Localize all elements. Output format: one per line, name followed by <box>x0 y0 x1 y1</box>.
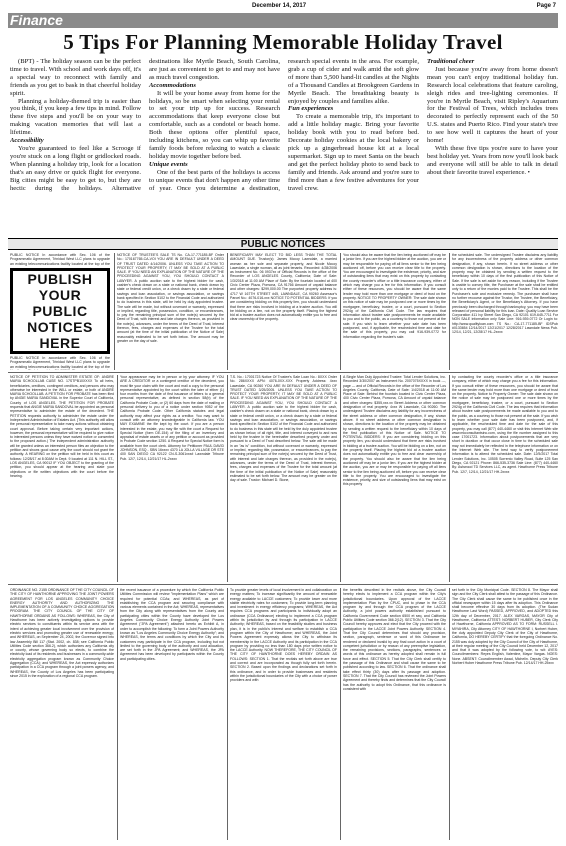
legal-notice: BENEFICIARY MAY ELECT TO BID LESS THAN THE TOTAL AMOUNT DUE. Trustor(s): James Mccoy Lawndale, a married woman as her sole and separate property, and Nicole Mccoy Lawndale, a single woman, all as joint tenants. Recorded: 4/28/2006 as Instrument No. 06 0937xx of Official Records in the office of the Recorder of LOS ANGELES County, California; Date of Sale: 1/3/2018 at 11:00 AM Place of Sale: By the fountain located at 400 Civic Center Plaza, Pomona, CA 91766 Amount of unpaid balance and other charges: $299,000.00 The purported property address is: 4717 W 167TH STREET #45, LAWNDALE, CA 90260 Assessor's Parcel No.: 4076-016-xxx NOTICE TO POTENTIAL BIDDERS: If you are considering bidding on this property lien, you should understand that there are risks involved in bidding at a trustee auction. You will be bidding on a lien, not on the property itself. Placing the highest bid at a trustee auction does not automatically entitle you to free and clear ownership of the property. <box>230 253 337 322</box>
article-headline: 5 Tips For Planning Memorable Holiday Travel <box>63 30 503 54</box>
publish-notices-ad-text: PUBLISH YOUR PUBLIC NOTICES HERE <box>27 271 93 351</box>
column-divider <box>449 253 450 370</box>
article-paragraph: It will be your home away from home for the holidays, so be smart when selecting your rental to set your trip up for success. Research accommodations that keep everyone close but comfortable, such as a condotel or beach home. Both these options offer plentiful space, including kitchens, so you can whip up favorite family foods before relaxing to watch a classic holiday movie together before bed. <box>149 89 280 160</box>
legal-notice: the scheduled sale. The undersigned Trustee disclaims any liability for any incorrectness of the property address or other common designation, if any, shown herein. If no street address or other common designation is shown, directions to the location of the property may be obtained by sending a written request to the beneficiary within 10 days of the first publication of this Notice of Sale. If the sale is set aside for any reason, including if the Trustee is unable to convey title, the Purchaser at the sale shall be entitled only to a return of the monies paid to the Trustee. This shall be the Purchaser's sole and exclusive remedy. The purchaser shall have no further recourse against the Trustor, the Trustee, the Beneficiary, the Beneficiary's Agent, or the Beneficiary's Attorney. If you have previously been discharged through bankruptcy, you may have been released of personal liability for this loan. Date: Quality Loan Service Corporation 411 Ivy Street San Diego, CA 92101 619-645-7711 For NON SALE information only Sale Line: 916-939-0772 Or Login to: http://www.qualityloan.com TS No.: CA-17-771185-BF IDSPub #0133654 12/14/2017 12/21/2017 12/28/2017 Lawndale News Pub. 12/14, 12/21, 12/28/17 HL-2xxxx <box>452 253 558 335</box>
legal-notice: the benefits described in the recitals above, the City Council hereby elects to implement a CCA program within the City's jurisdictional boundaries. Upon approval of the LACCE Implementation Plan by the CPUC, and to phase in the CCA program by and through the CCA program of the LACCE Authority, a joint powers authority established pursuant to California Government Code section 6500 et seq. and California Public Utilities Code section 366.2(12). SECTION 3. That the City Council hereby approves and elect that the City proceed with the participation in the LACCE Joint Powers Authority. SECTION 4. That the City Council determines that should any provision, section, paragraph, sentence or word of this Ordinance be rendered or declared invalid by any final court action in a court of competent jurisdiction or by reason of any preemptive legislation, the remaining provisions, sections, paragraphs, sentences or words of this ordinance as hereby adopted shall remain in full force and effect. SECTION 5. That the City Clerk shall certify to the passage of this Ordinance and shall cause the same to be published according to law. SECTION 6. That the ordinance shall take effect thirty (30) days after its passage and adoption. SECTION 7. That the City Council has reviewed the Joint Powers Agreement and thereby finds and determines that the City Council has the authority to adopt this Ordinance, that this ordinance is consistent with <box>343 588 446 691</box>
article-paragraph: With these five tips you're sure to have your best holiday yet. Years from now you'll look back and everyone will still be able to talk in detail about their favorite travel experience. • <box>427 144 558 176</box>
article-paragraph: One of the best parts of the holidays is access to unique events that don't happen any other time of year. Once you determine a destination, research special events in the area. For example, grab a cup of cider and walk amid the soft glow of more than 5,500 hand-lit candles at the Nights of a Thousand Candles at Brookgreen Gardens in Myrtle Beach. The breathtaking beauty is enjoyed by couples and families alike. <box>149 58 419 192</box>
column-divider <box>227 588 228 840</box>
legal-notice: A Single Man Duly Appointed Trustee: Total Lender Solutions, Inc. Recorded 3/30/2007 as Instrument No. 2007075XXXX in book ---, page --- and of Official Records in the office of the Recorder of Los Angeles County, California, Date of Sale: 1/4/2018 at 11:00 AM Place of Sale: Behind the fountain located in Civic Center Plaza, 400 Civic Center Plaza, Pomona, CA Amount of unpaid balance and other charges: $355,xxx.xx Street Address or other common designation of real property: 4xxx W Lawndale, CA 90260. The undersigned Trustee disclaims any liability for any incorrectness of the street address or other common designation, if any, shown above. If no street address or other common designation is shown, directions to the location of the property may be obtained by sending a written request to the beneficiary within 10 days of the first publication of this Notice of Sale. NOTICE TO POTENTIAL BIDDERS: If you are considering bidding on this property lien, you should understand that there are risks involved in bidding at a trustee auction. You will be bidding on a lien, not on the property itself. Placing the highest bid at a trustee auction does not automatically entitle you to free and clear ownership of the property. You should also be aware that the lien being auctioned off may be a junior lien. If you are the highest bidder at the auction, you are or may be responsible for paying off all liens senior to the lien being auctioned off, before you can receive clear title to the property. You are encouraged to investigate the existence, priority, and size of outstanding liens that may exist on this property <box>343 375 446 487</box>
column-divider <box>340 253 341 370</box>
column-divider <box>340 588 341 840</box>
section-bar <box>8 13 558 28</box>
legal-notice: PUBLIC NOTICE In accordance with Sec. 106 of the Programmatic Agreement, Trinidad West LLC plans to upgrade an existing telecommunications facility located at the top of the <box>10 253 110 266</box>
issue-date: December 14, 2017 <box>252 3 307 9</box>
legal-notice: T.S. No.: 17001723 Notice Of Trustee's Sale Loan No.: 8XXX Order No. 286XXXX APN: 4076-0XX-XXX Property Address: 4xxx Lawndale, CA 90260 YOU ARE IN DEFAULT UNDER A DEED OF TRUST DATED 3/25/2005. UNLESS YOU TAKE ACTION TO PROTECT YOUR PROPERTY, IT MAY BE SOLD AT A PUBLIC SALE. IF YOU NEED AN EXPLANATION OF THE NATURE OF THE PROCEEDING AGAINST YOU, YOU SHOULD CONTACT A LAWYER. A public auction sale to the highest bidder for cash, cashier's check drawn on a state or national bank, check drawn by a state or federal credit union, or a check drawn by a state or federal savings and loan association, or savings association, or savings bank specified in Section 5102 of the Financial Code and authorized to do business in this state will be held by the duly appointed trustee as shown below, of all right, title, and interest conveyed to and now held by the trustee in the hereinafter described property under and pursuant to a Deed of Trust described below. The sale will be made in an "as is" condition, but without covenant or warranty, expressed or implied, regarding title, possession, or encumbrances, to pay the remaining principal sum of the note(s) secured by the Deed of Trust, with interest and late charges thereon, as provided in the note(s), advances, under the terms of the Deed of Trust, interest thereon, fees, charges and expenses of the Trustee for the total amount (at the time of the initial publication of the Notice of Sale) reasonably estimated to be set forth below. The amount may be greater on the day of sale. Trustor: Michael D. Stone, <box>230 375 337 483</box>
legal-notice: You should also be aware that the lien being auctioned off may be a junior lien. If you are the highest bidder at the auction, you are or may be responsible for paying off all liens senior to the lien being auctioned off, before you can receive clear title to the property. You are encouraged to investigate the existence, priority, and size of outstanding liens that may exist on this property by contacting the county recorder's office or a title insurance company, either of which may charge you a fee for this information. If you consult either of these resources, you should be aware that the same lender may hold more than one mortgage or deed of trust on the property. NOTICE TO PROPERTY OWNER: The sale date shown on this notice of sale may be postponed one or more times by the mortgagee, beneficiary, trustee, or a court, pursuant to Section 2924g of the California Civil Code. The law requires that information about trustee sale postponements be made available to you and to the public, as a courtesy to those not present at the sale. If you wish to learn whether your sale date has been postponed, and, if applicable, the rescheduled time and date for the sale of this property, you may call 916-939-0772 for information regarding the trustee's sale. <box>343 253 446 339</box>
article-subhead: Accessibility <box>10 137 44 145</box>
legal-notice: To provide greater levels of local involvement in and collaboration on energy matters; To increase significantly the amount of renewable energy available to LACCE customers; To provide lower and more stable electricity rates for customers; To provide long-term planning and investment in energy efficiency programs; WHEREAS, the Act requires CCA programs and participants to individually adopt an ordinance (CCA Ordinance) electing to implement a CCA program within its jurisdiction by and through its participation in LACCE Authority; WHEREAS, based on the feasibility studies and business plan, it is in the public's interest and welfare to establish a CCA program within the City of Hawthorne; and WHEREAS, the Joint Powers Agreement expressly allows the City to withdraw its membership in the LACCE Authority and its participation in the CCA program by providing no less than 180 days prior written notice to the LACCE Authority. NOW THEREFORE, THE CITY COUNCIL OF THE CITY OF HAWTHORNE DOES HEREBY ORDAIN AS FOLLOWS: SECTION 1. That the recitals set forth above are true and correct and are incorporated as though fully set forth herein. SECTION 2. Based upon the findings and declarations set forth in this ordinance, and in order to provide businesses and residents within the jurisdictional boundaries of the City with a choice of power providers and with <box>230 588 337 683</box>
legal-notice: PUBLIC NOTICE In accordance with Sec. 106 of the Programmatic Agreement, Trinidad West LLC plans to upgrade an existing telecommunications facility located at the top of the <box>10 356 110 369</box>
column-divider <box>449 588 450 840</box>
public-notices-title: PUBLIC NOTICES <box>240 239 326 250</box>
article-subhead: Traditional cheer <box>427 58 475 65</box>
row-divider <box>8 372 558 373</box>
page-number: Page 7 <box>536 3 556 9</box>
article-paragraph: Planning a holiday-themed trip is easier than you think, if you keep a few tips in mind. Follow these five steps and you'll be on your way to making vacation memories that will last a lifetime. <box>10 97 141 137</box>
section-label: Finance <box>10 12 63 28</box>
column-divider <box>449 375 450 582</box>
column-divider <box>227 375 228 582</box>
article-subhead: Unique events <box>149 160 188 168</box>
legal-notice: NOTICE OF TRUSTEE'S SALE TS No. CA-17-771185-BF Order No.: 170167765-CA-VOI YOU ARE IN DEFAULT UNDER A DEED OF TRUST DATED 4/14/2006. UNLESS YOU TAKE ACTION TO PROTECT YOUR PROPERTY, IT MAY BE SOLD AT A PUBLIC SALE. IF YOU NEED AN EXPLANATION OF THE NATURE OF THE PROCEEDING AGAINST YOU, YOU SHOULD CONTACT A LAWYER. A public auction sale to the highest bidder for cash, cashier's check drawn on a state or national bank, check drawn by state or federal credit union, or a check drawn by a state or federal savings and loan association, or savings association, or savings bank specified in Section 5102 to the Financial Code and authorized to do business in this state, will be held by duly appointed trustee. The sale will be made, but without covenant or warranty, expressed or implied, regarding title, possession, condition, or encumbrances, to pay the remaining principal sum of the note(s) secured by the Deed of Trust, with interest and late charges thereon, as provided in the note(s), advances, under the terms of the Deed of Trust, interest thereon, fees, charges and expenses of the Trustee for the total amount (at the time of the initial publication of the Notice of Sale) reasonably estimated to be set forth below. The amount may be greater on the day of sale. <box>117 253 224 343</box>
row-divider <box>8 584 558 585</box>
article-subhead: Fun experiences <box>288 105 334 113</box>
article-paragraph: (BPT) - The holiday season can be the perfect time to travel. With school and work days off, it's a special way to reconnect with family and friends as you get to bask in that cheerful holiday spirit. <box>10 58 141 97</box>
legal-notice: by contacting the county recorder's office or a title insurance company, either of which may charge you a fee for this information. If you consult either of these resources, you should be aware that the same lender may hold more than one mortgage or deed of trust on the property. Notice to Property Owner: The sale date shown on the notice of sale may be postponed one or more times by the mortgagee, beneficiary, trustee, or a court, pursuant to Section 2924g of the California Civil Code. The law requires that information about trustee sale postponements be made available to you and to the public, as a courtesy to those not present at the sale. If you wish to learn whether your sale date has been postponed, and, if applicable, the rescheduled time and date for the sale of this property, you may call (877) 440-4460 or visit this Internet Web site www.mkconsultantsinc.com, using the file number assigned to this case 17001723. Information about postponements that are very short in duration or that occur close in time to the scheduled sale may not immediately be reflected in the telephone information or on the Internet Web site. The best way to verify postponement information is to attend the scheduled sale. Date: 12/5/2017 Total Lender Solutions, Inc. 10505 Sorrento Valley Road, Suite 125 San Diego, CA 92121 Phone: 866-535-3736 Sale Line: (877) 440-4460 By: Ashwood TD Services LLC, as agent. Hawthorne Press Tribune Pub. 12/7, 12/14, 12/21/17 HH-2xxxx <box>452 375 558 474</box>
legal-notice: Your appearance may be in person or by your attorney. IF YOU ARE A CREDITOR or a contingent creditor of the decedent, you must file your claim with the court and mail a copy to the personal representative appointed by the court within the later of either (1) four months from the date of first issuance of letters to a general personal representative, as defined in section 58(b) of the California Probate Code, or (2) 60 days from the date of mailing or personal delivery to you of a notice under section 9052 of the California Probate Code. Other California statutes and legal authority may affect your rights as a creditor. You may want to consult with an attorney knowledgeable in California law. YOU MAY EXAMINE the file kept by the court. If you are a person interested in the estate, you may file with the court a Request for Special Notice (form DE-154) of the filing of an inventory and appraisal of estate assets or of any petition or account as provided in Probate Code section 1250. A Request for Special Notice form is available from the court clerk. Attorney for Petitioner PAUL DAVID JOHNSON, ESQ - SBN 16xxxx 4370 LA JOLLA VILLAGE DR STE 400 SAN DIEGO CA 92122 CN-S-3061xxx# Lawndale Tribune Pub. 12/7, 12/14, 12/21/17 HL-2xxxx <box>120 375 224 461</box>
article-paragraph: Just because you're away from home doesn't mean you can't enjoy traditional holiday fun. Research local celebrations that feature caroling, sleigh rides and tree-lighting ceremonies. If you're in Myrtle Beach, visit Ripley's Aquarium for the Festival of Trees, which includes trees decorated to perfectly represent each of the 50 U.S. states and Puerto Rico. Find your state's tree to see how well it captures the heart of your home! <box>427 65 558 145</box>
article-body <box>10 58 558 236</box>
column-divider <box>227 253 228 370</box>
article-paragraph: To create a memorable trip, it's important to add a little holiday magic. Bring your favorite holiday book with you to read before bed. Decorate holiday cookies at the local bakery or pick up a gingerbread house kit at a local supermarket. Sign up to meet Santa on the beach and get the perfect holiday photo to send back to family and friends. Ask around and you're sure to find more than a few festive adventures for your travel crew. <box>288 113 419 192</box>
legal-notice: set forth in the City Municipal Code. SECTION 8. The Mayor shall sign and the City Clerk shall attest to the passage of this Ordinance. The City Clerk shall cause the same to be published once in the official newspaper within 15 days after its adoption. This Ordinance shall become effective 30 days from its adoption. (The Sudan Hawthorne Last Word) PASSED, APPROVED, and ADOPTED this 12th day of December, 2017. ALEX VARGAS, MAYOR City of Hawthorne, California ATTEST: NORBERT HUBER, City Clerk City of Hawthorne, California APPROVED AS TO FORM: RUSSELL I. MIYAHIRA, City Attorney CITY OF HAWTHORNE I, Norbert Huber, the duly appointed Deputy City Clerk of the City of Hawthorne, California, DO HEREBY CERTIFY that the foregoing Ordinance No. 2155 was duly adopted by the City Council of the City of Hawthorne, at their regular meeting of the City Council held December 12, 2017 and that it was adopted by the following vote, to wit: AYES: Councilmembers: Reyes English, Valentine, Mayor Vargas. NOES: None. ABSENT: Councilmember Awad, Michelin. Deputy City Clerk Norbert Huber Hawthorne Press Tribune Pub. 12/14/17 HH-25xxx <box>452 588 558 666</box>
public-notices-banner <box>8 238 558 250</box>
article-subhead: Accommodations <box>149 81 196 89</box>
column-divider <box>117 588 118 840</box>
publish-notices-ad <box>10 268 110 354</box>
page-header <box>0 0 566 12</box>
legal-notice: NOTICE OF PETITION TO ADMINISTER ESTATE OF: ANDRE MARIA SCHOOLLAB CASE NO. 17STPB10XXXX To all heirs, beneficiaries, creditors, contingent creditors, and persons who may otherwise be interested in the WILL or estate, or both of ANDRE MARIA SCHOOLLAB. A PETITION FOR PROBATE has been filed by ANGIE MARIA SANDOVAL in the Superior Court of California, County of LOS ANGELES. THE PETITION FOR PROBATE requests that ANGIE MARIA SANDOVAL be appointed as personal representative to administer the estate of the decedent. THE PETITION requests authority to administer the estate under the Independent Administration of Estates Act. (This authority will allow the personal representative to take many actions without obtaining court approval. Before taking certain very important actions, however, the personal representative will be required to give notice to interested persons unless they have waived notice or consented to the proposed action.) The independent administration authority will be granted unless an interested person files an objection to the petition and shows good cause why the court should not grant the authority. A HEARING on the petition will be held in this court as follows: 12/28/17 at 8:30AM in Dept. 9 located at 111 N. HILL ST., LOS ANGELES, CA 90012 IF YOU OBJECT to the granting of the petition, you should appear at the hearing and state your objections or file written objections with the court before the hearing. <box>10 375 114 478</box>
column-divider <box>117 375 118 582</box>
column-divider <box>114 253 115 370</box>
legal-notice: ORDINANCE NO. 2155 ORDINANCE OF THE CITY COUNCIL OF THE CITY OF HAWTHORNE APPROVING THE JOINT POWERS AGREEMENT FOR LOS ANGELES COMMUNITY CHOICE ENERGY AUTHORITY AND AUTHORIZING THE IMPLEMENTATION OF A COMMUNITY CHOICE AGGREGATION PROGRAM. THE CITY COUNCIL OF THE CITY OF HAWTHORNE ORDAINS AS FOLLOWS: WHEREAS, the City of Hawthorne has been actively investigating options to provide electric services to constituents within its service area with the intent of achieving greater local involvement over the provision of electric services and promoting greater use of renewable energy; and WHEREAS, on September 24, 2002, the Governor signed into law Assembly Bill 117 (Stat. 2002, ch. 838; see California Public Utilities Code section 366.2), which authorizes any California city or county, whose governing body so elects, to combine the electricity load of its residents and businesses in a community-wide electricity aggregation program known as Community Choice Aggregation (CCA); and WHEREAS, the Act expressly authorizes participation in a CCA program through a joint powers agency; and WHEREAS, the County of Los Angeles has been participating since 2015 in the exploration of a regional CCA program. <box>10 588 114 678</box>
legal-notice: the recent issuance of a procedure by which the California Public Utilities Commission will review "Implementation Plans" which are required for potential CCAs; and WHEREAS, as part of establishing the CCA program and securing compliance with various elements contained in the Act; WHEREAS, representatives from the City along with representatives from the County and participating cities within the County have developed the Los Angeles Community Choice Energy Authority Joint Powers Agreement ("JPA Agreement") attached hereto as Exhibit A, in order to accomplish the following: To form a Joint Powers Authority known as "Los Angeles Community Choice Energy Authority"; and WHEREAS, the terms and conditions by which the City and its customers may participate in the CCA program, including but not limited to the governing body of the authority and cost allocation, are set forth in the JPA Agreement; and WHEREAS, the JPA Agreement has been developed by participants within the County and participating cities. <box>120 588 224 661</box>
column-divider <box>340 375 341 582</box>
article-paragraph: You're guaranteed to feel like a Scrooge if you're stuck on a long flight or gridlocked roads. When planning a holiday trip, look for a location that's an easy drive or quick flight for everyone. Big cities might be easy to get to, but they are hectic during the holidays. Alternative destinations like Myrtle Beach, South Carolina, are just as convenient to get to and may not have as much travel congestion. <box>10 58 280 192</box>
